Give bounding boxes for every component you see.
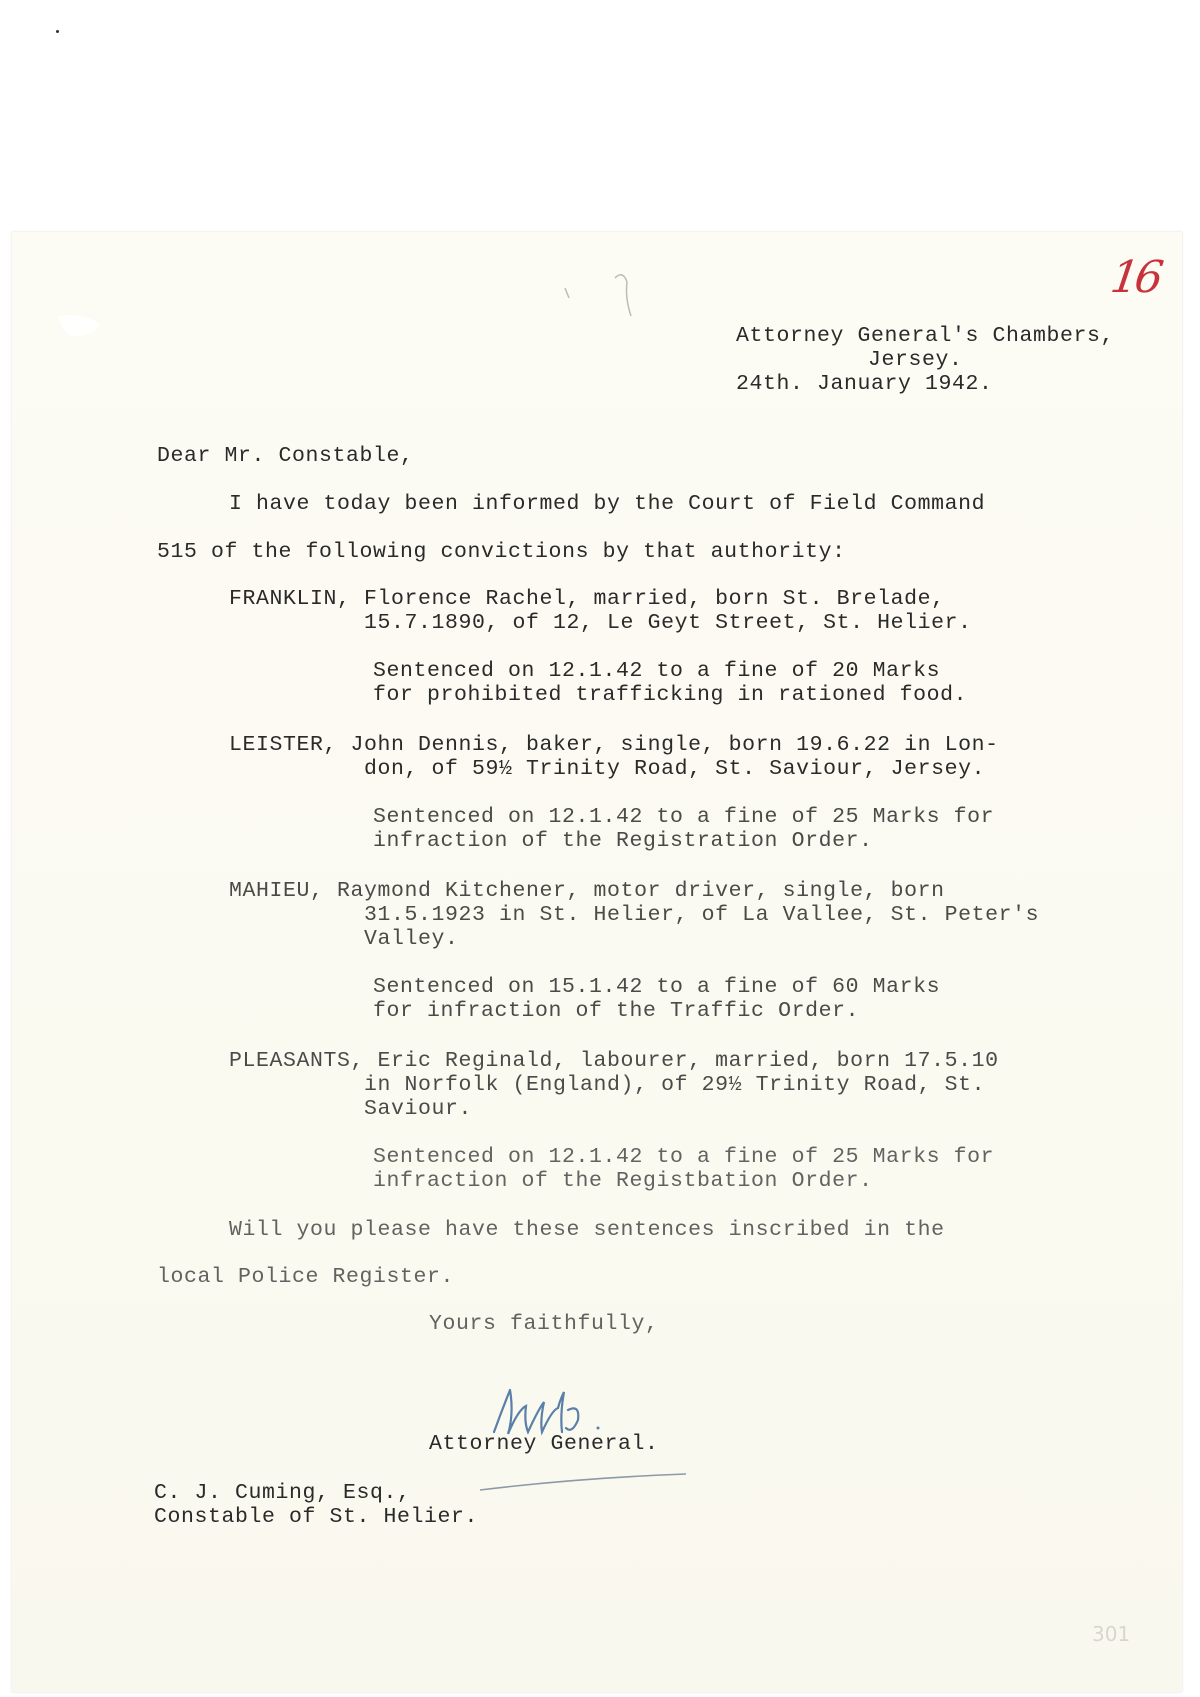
punch-hole-mark bbox=[52, 308, 112, 348]
intro-line-1: I have today been informed by the Court of Field Command bbox=[229, 492, 986, 516]
archive-number: 301 bbox=[1092, 1622, 1131, 1646]
conviction-2-sentence-1: Sentenced on 12.1.42 to a fine of 25 Marks for bbox=[373, 805, 995, 829]
conviction-4-sentence-1: Sentenced on 12.1.42 to a fine of 25 Marks for bbox=[373, 1145, 995, 1169]
conviction-4-line-2: in Norfolk (England), of 29½ Trinity Road, St. bbox=[229, 1073, 986, 1097]
conviction-4-line-1: PLEASANTS, Eric Reginald, labourer, married, born 17.5.10 bbox=[229, 1049, 999, 1073]
conviction-3-line-1: MAHIEU, Raymond Kitchener, motor driver, single, born bbox=[229, 879, 945, 903]
conviction-2-line-2: don, of 59½ Trinity Road, St. Saviour, Jersey. bbox=[229, 757, 986, 781]
conviction-3-line-2: 31.5.1923 in St. Helier, of La Vallee, St. Peter's bbox=[229, 903, 1040, 927]
conviction-4-line-3: Saviour. bbox=[229, 1097, 473, 1121]
conviction-1-line-1: FRANKLIN, Florence Rachel, married, born St. Brelade, bbox=[229, 587, 945, 611]
conviction-2-line-1: LEISTER, John Dennis, baker, single, born 19.6.22 in Lon- bbox=[229, 733, 999, 757]
conviction-3-line-3: Valley. bbox=[229, 927, 459, 951]
pen-stroke bbox=[478, 1470, 690, 1494]
conviction-4-sentence-2: infraction of the Registbation Order. bbox=[373, 1169, 873, 1193]
faint-pencil-mark bbox=[555, 268, 675, 338]
addressee-line-2: Constable of St. Helier. bbox=[154, 1505, 479, 1529]
conviction-1-line-2: 15.7.1890, of 12, Le Geyt Street, St. Helier. bbox=[229, 611, 972, 635]
conviction-1-sentence-1: Sentenced on 12.1.42 to a fine of 20 Marks bbox=[373, 659, 941, 683]
closing: Yours faithfully, bbox=[429, 1312, 659, 1336]
header-line-2: Jersey. bbox=[868, 348, 963, 372]
conviction-3-sentence-1: Sentenced on 15.1.42 to a fine of 60 Marks bbox=[373, 975, 941, 999]
conviction-1-sentence-2: for prohibited trafficking in rationed food. bbox=[373, 683, 968, 707]
addressee-line-1: C. J. Cuming, Esq., bbox=[154, 1481, 411, 1505]
folio-number: 16 bbox=[1107, 252, 1163, 303]
conviction-2-sentence-2: infraction of the Registration Order. bbox=[373, 829, 873, 853]
header-line-1: Attorney General's Chambers, bbox=[736, 324, 1115, 348]
conviction-3-sentence-2: for infraction of the Traffic Order. bbox=[373, 999, 860, 1023]
request-line-1: Will you please have these sentences inscribed in the bbox=[229, 1218, 945, 1242]
scan-speck bbox=[56, 30, 59, 33]
signatory: Attorney General. bbox=[429, 1432, 659, 1456]
intro-line-2: 515 of the following convictions by that authority: bbox=[157, 540, 846, 564]
header-date: 24th. January 1942. bbox=[736, 372, 993, 396]
request-line-2: local Police Register. bbox=[157, 1265, 455, 1289]
salutation: Dear Mr. Constable, bbox=[157, 444, 414, 468]
